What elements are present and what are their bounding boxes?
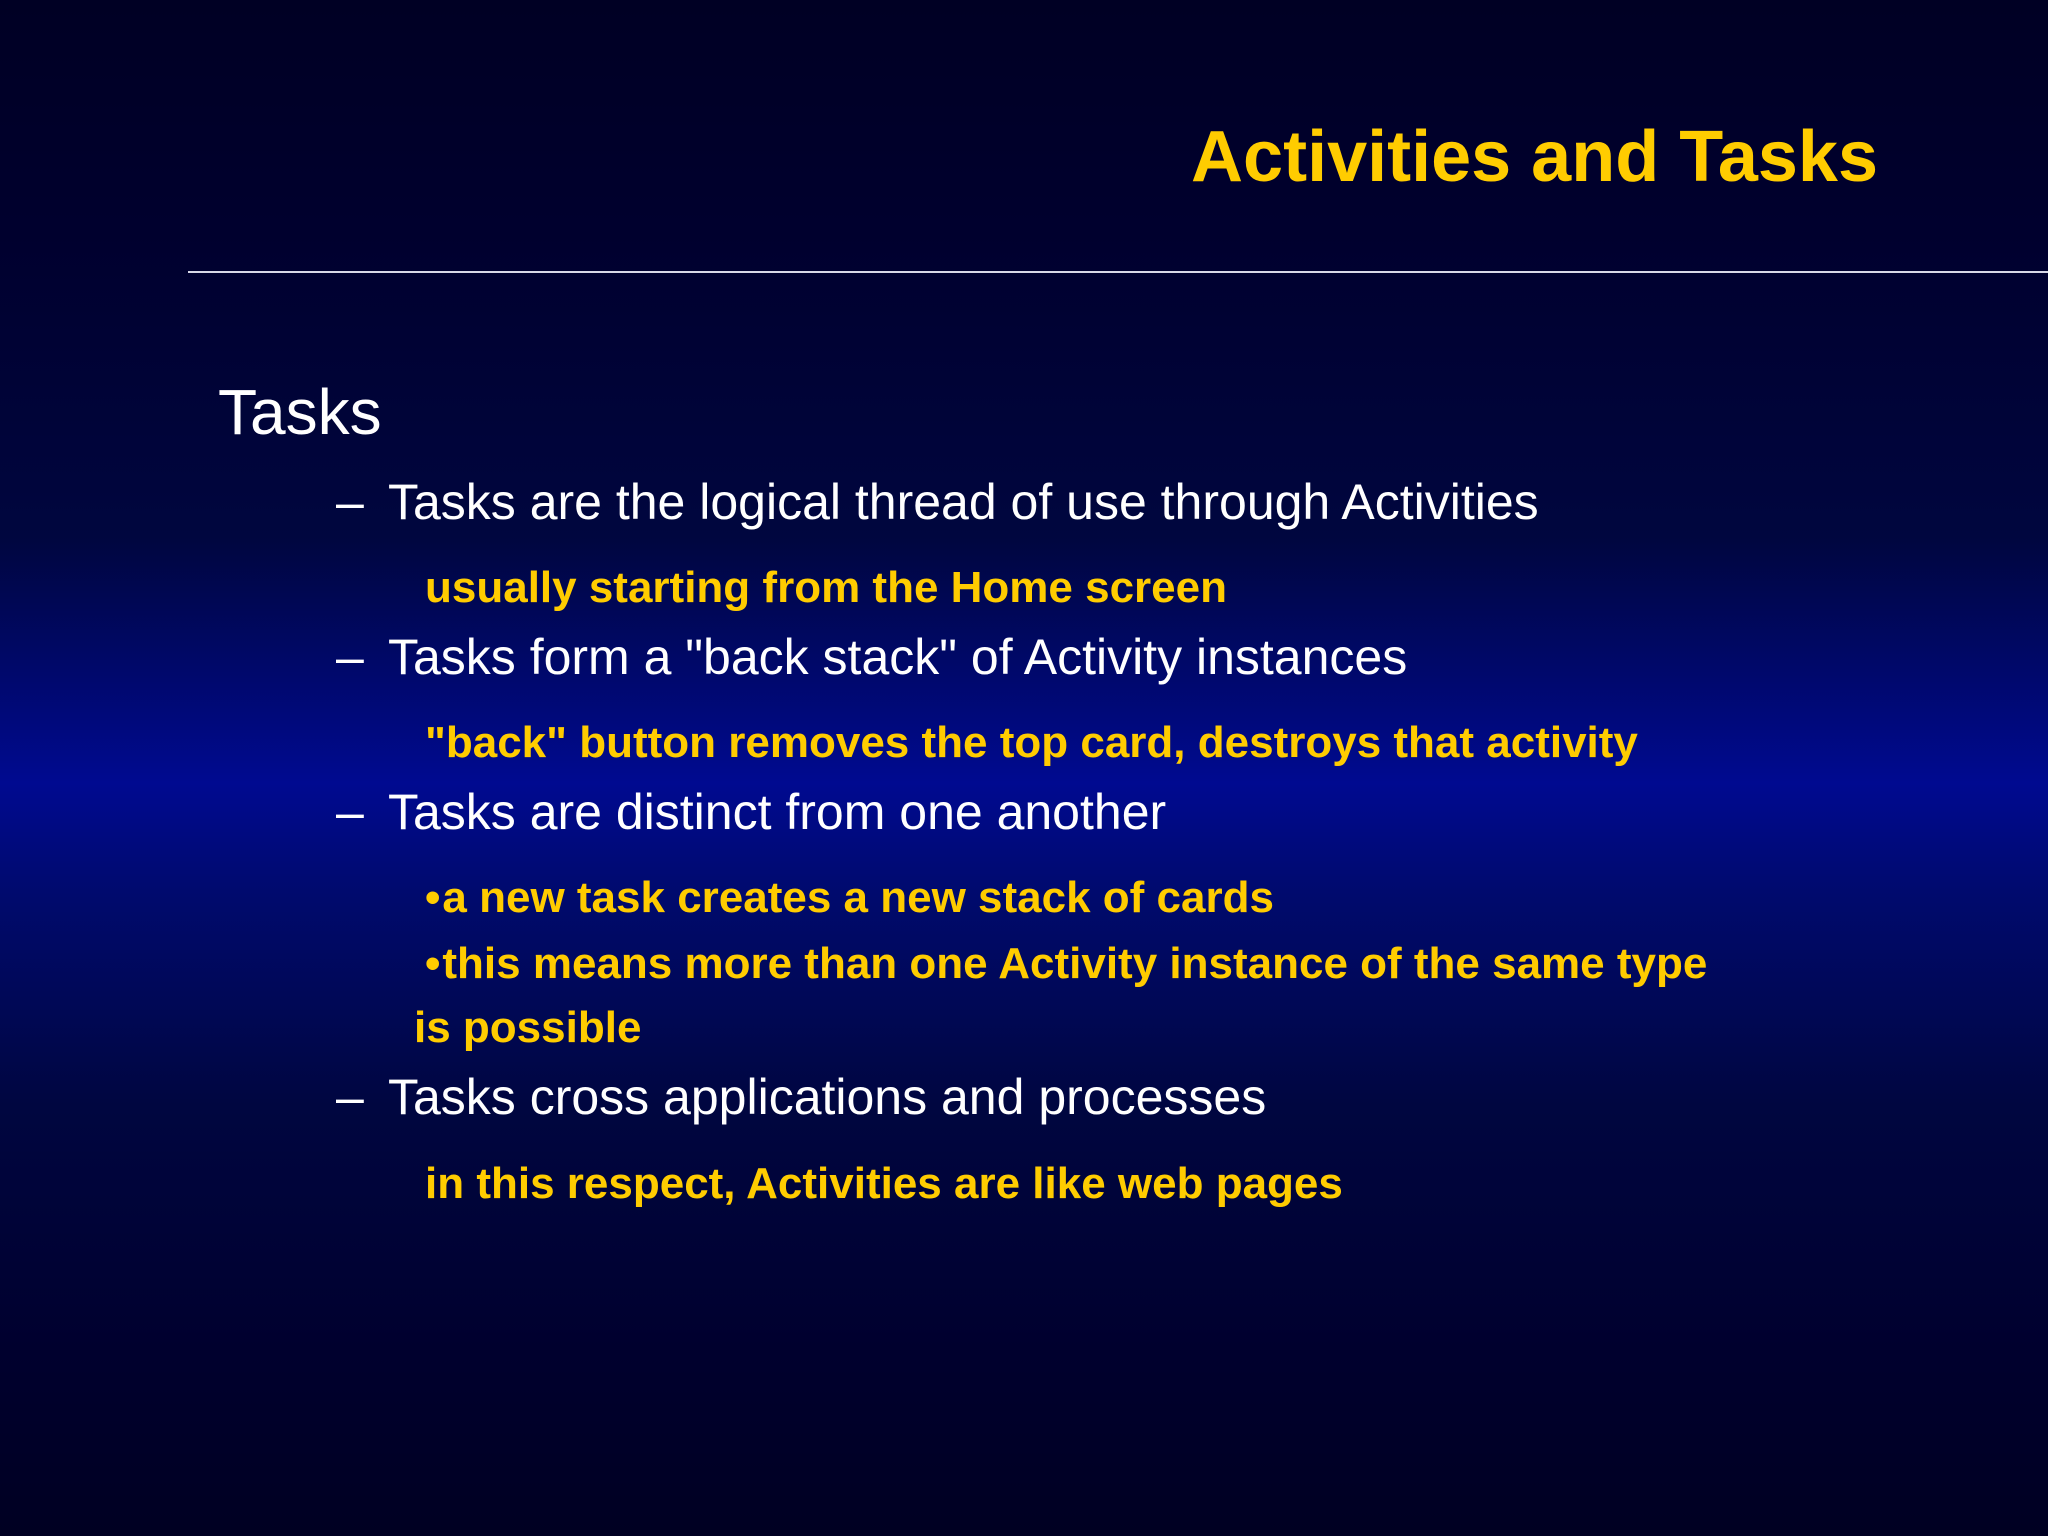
bullet-item-text: Tasks are the logical thread of use through Activities: [388, 474, 1539, 530]
bullet-marker: •: [425, 873, 441, 922]
bullet-item-logical-thread: [336, 472, 1539, 532]
dash-marker: –: [336, 474, 364, 530]
sub-item-text: a new task creates a new stack of cards: [442, 873, 1274, 922]
bullet-item-back-stack: [336, 627, 1407, 687]
dash-marker: –: [336, 629, 364, 685]
bullet-item-distinct: [336, 782, 1166, 842]
bullet-item-cross-applications: [336, 1067, 1266, 1127]
bullet-item-text: Tasks form a "back stack" of Activity instances: [388, 629, 1408, 685]
dash-marker: –: [336, 1069, 364, 1125]
bullet-item-text: Tasks cross applications and processes: [388, 1069, 1267, 1125]
section-heading: Tasks: [218, 376, 382, 448]
title-divider: [188, 271, 2048, 273]
sub-item-home-screen: usually starting from the Home screen: [425, 563, 1227, 612]
sub-item-back-button: "back" button removes the top card, destroys that activity: [425, 718, 1638, 767]
sub-item-new-task: [425, 872, 1274, 925]
bullet-marker: •: [425, 939, 441, 988]
sub-item-web-pages: in this respect, Activities are like web pages: [425, 1159, 1343, 1208]
sub-item-more-than-one: [425, 938, 1707, 991]
bullet-item-text: Tasks are distinct from one another: [388, 784, 1167, 840]
sub-item-is-possible: is possible: [414, 1003, 642, 1052]
slide-title: Activities and Tasks: [1191, 117, 1878, 197]
dash-marker: –: [336, 784, 364, 840]
sub-item-text: this means more than one Activity instance of the same type: [442, 939, 1708, 988]
